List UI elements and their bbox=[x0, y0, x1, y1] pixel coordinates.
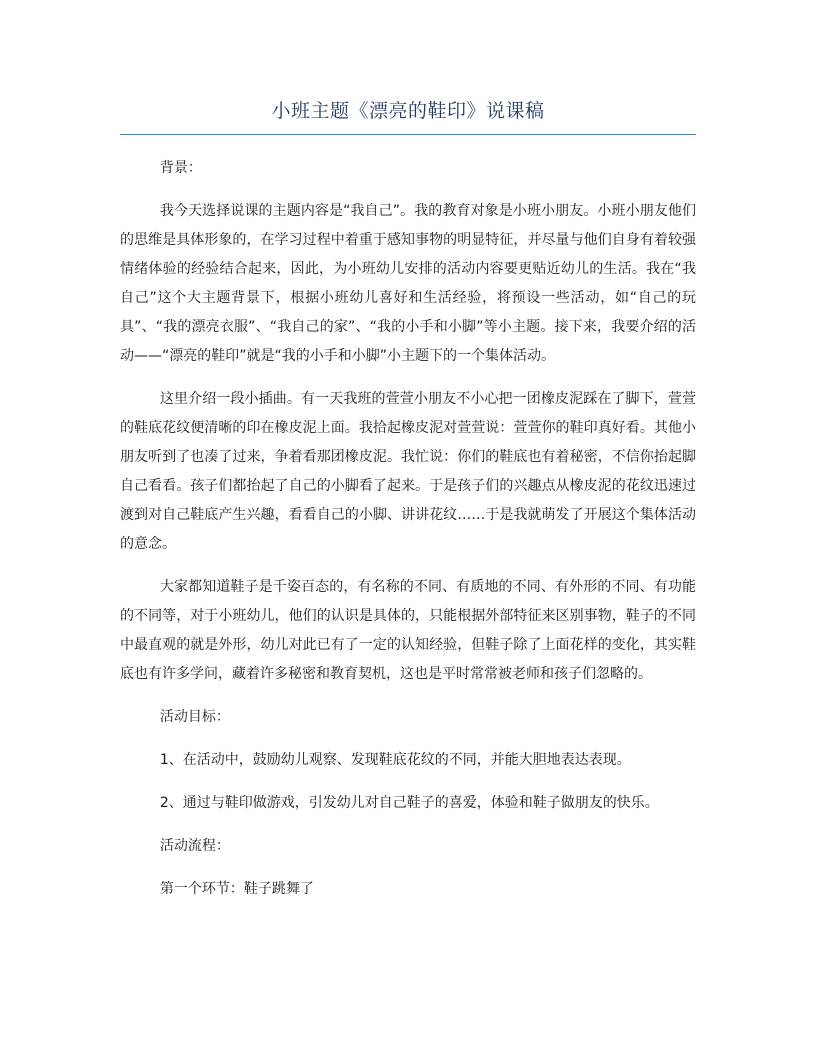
paragraph-heading-background: 背景： bbox=[159, 160, 202, 176]
paragraph-step-1: 第一个环节：鞋子跳舞了 bbox=[159, 881, 314, 897]
paragraph: 大家都知道鞋子是千姿百态的，有名称的不同、有质地的不同、有外形的不同、有功能的不同等，对于小班幼儿，他们的认识是具体的，只能根据外部特征来区别事物，鞋子的不同中最直观的就是外形，幼儿对此已有了一定的认知经验，但鞋子除了上面花样的变化，其实鞋底也有许多学问，藏着许多秘密和教育契机，这也是平时常常被老师和孩子们忽略的。 bbox=[120, 579, 696, 682]
paragraph-heading-process: 活动流程： bbox=[159, 838, 230, 854]
paragraph: 我今天选择说课的主题内容是“我自己”。我的教育对象是小班小朋友。小班小朋友他们的思维是具体形象的，在学习过程中着重于感知事物的明显特征，并尽量与他们自身有着较强情绪体验的经验结合起来，因此，为小班幼儿安排的活动内容要更贴近幼儿的生活。我在“我自己”这个大主题背景下，根据小班幼儿喜好和生活经验，将预设一些活动，如“自己的玩具”、“我的漂亮衣服”、“我自己的家”、“我的小手和小脚”等小主题。接下来，我要介绍的活动——“漂亮的鞋印”就是“我的小手和小脚”小主题下的一个集体活动。 bbox=[120, 203, 696, 364]
paragraph-goal-2: 2、通过与鞋印做游戏，引发幼儿对自己鞋子的喜爱，体验和鞋子做朋友的快乐。 bbox=[159, 795, 659, 811]
page-title: 小班主题《漂亮的鞋印》说课稿 bbox=[271, 100, 545, 122]
paragraph-heading-goals: 活动目标： bbox=[159, 709, 230, 725]
document-body bbox=[120, 154, 696, 918]
paragraph: 这里介绍一段小插曲。有一天我班的萱萱小朋友不小心把一团橡皮泥踩在了脚下，萱萱的鞋底花纹便清晰的印在橡皮泥上面。我拾起橡皮泥对萱萱说：萱萱你的鞋印真好看。其他小朋友听到了也凑了过来，争着看那团橡皮泥。我忙说：你们的鞋底也有着秘密，不信你抬起脚自己看看。孩子们都抬起了自己的小脚看了起来。于是孩子们的兴趣点从橡皮泥的花纹迅速过渡到对自己鞋底产生兴趣，看看自己的小脚、讲讲花纹……于是我就萌发了开展这个集体活动的意念。 bbox=[120, 391, 696, 552]
title-block bbox=[120, 96, 696, 135]
paragraph-goal-1: 1、在活动中，鼓励幼儿观察、发现鞋底花纹的不同，并能大胆地表达表现。 bbox=[159, 752, 631, 768]
